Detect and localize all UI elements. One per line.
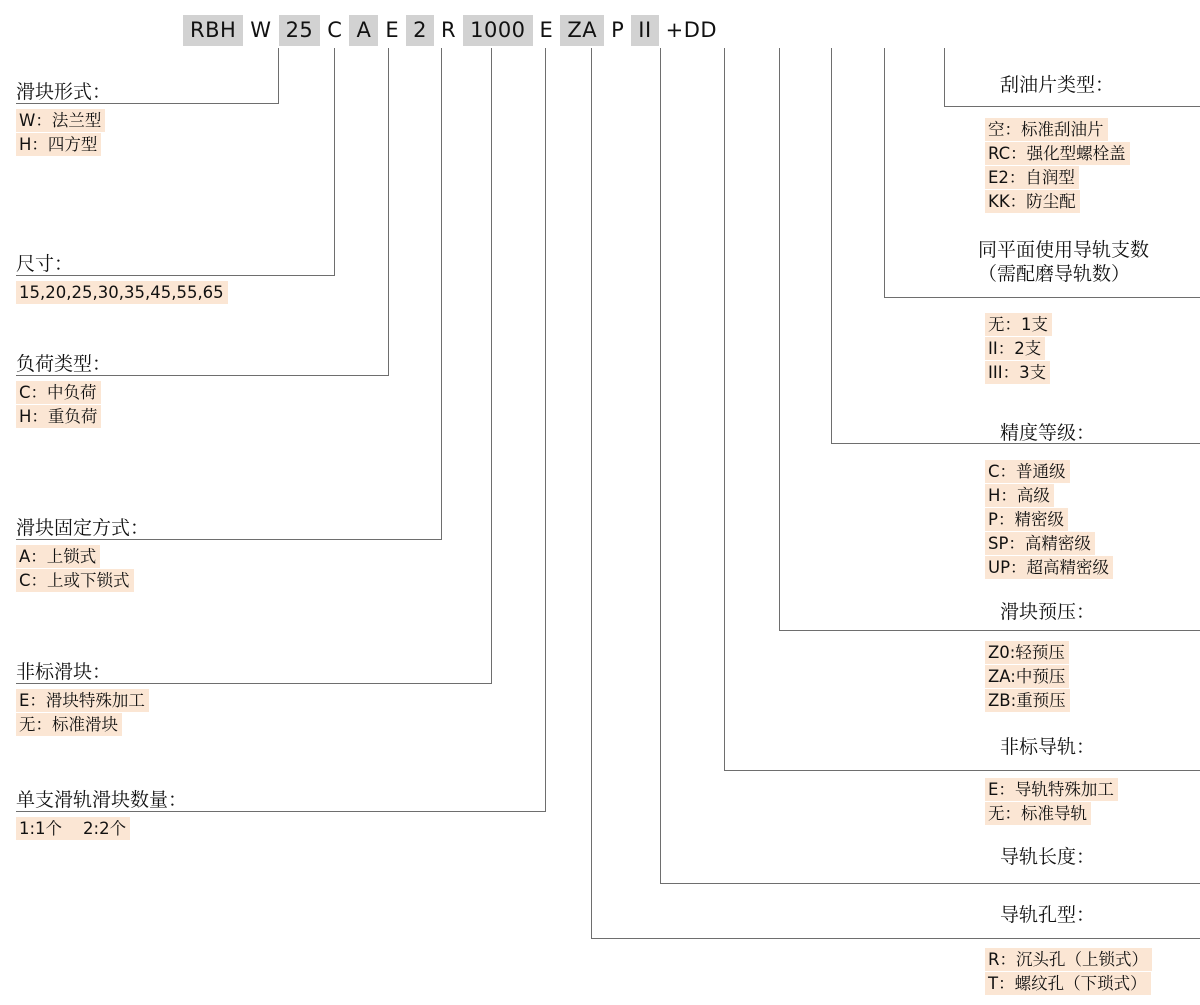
code-segment-7: R (434, 15, 463, 46)
leader-line (278, 48, 279, 104)
group-preload-options (985, 640, 1070, 712)
group-option: H：四方型 (16, 133, 101, 156)
group-option: R：沉头孔（上锁式） (985, 948, 1152, 971)
group-rail-count-options (985, 312, 1052, 384)
group-load-type (16, 352, 111, 428)
group-title: 滑块形式： (16, 81, 112, 103)
group-title: 导轨孔型： (1000, 904, 1096, 926)
group-option: C：上或下锁式 (16, 569, 134, 592)
group-title: 同平面使用导轨支数 （需配磨导轨数） (978, 239, 1150, 285)
group-nonstandard-rail-options (985, 777, 1118, 825)
code-segment-9: E (533, 15, 561, 46)
group-nonstandard-rail (1000, 735, 1095, 759)
group-rail-count (978, 238, 1149, 286)
code-segment-8: 1000 (463, 15, 532, 46)
group-option: ZA:中预压 (985, 665, 1069, 688)
group-option: II：2支 (985, 337, 1045, 360)
leader-line (884, 297, 1200, 298)
group-option: 空：标准刮油片 (985, 118, 1108, 141)
group-option: C：普通级 (985, 460, 1070, 483)
group-title: 负荷类型： (16, 353, 112, 375)
leader-line (831, 48, 832, 444)
group-option: T：螺纹孔（下琐式） (985, 972, 1151, 995)
group-title: 尺寸： (16, 253, 74, 275)
group-option: UP：超高精密级 (985, 556, 1113, 579)
group-option: 无：标准导轨 (985, 802, 1091, 825)
leader-line (884, 48, 885, 298)
group-title: 非标滑块： (16, 661, 112, 683)
group-slider-type (16, 80, 111, 156)
group-option: E2：自润型 (985, 166, 1079, 189)
group-option: KK：防尘配 (985, 190, 1080, 213)
leader-line (591, 48, 592, 939)
group-accuracy-grade (1000, 421, 1095, 445)
leader-line (724, 48, 725, 771)
group-option: 15,20,25,30,35,45,55,65 (16, 281, 228, 304)
group-option: Z0:轻预压 (985, 641, 1069, 664)
code-segment-6: 2 (406, 15, 434, 46)
group-option: C：中负荷 (16, 381, 101, 404)
group-option: SP：高精密级 (985, 532, 1095, 555)
group-wiper-type-options (985, 117, 1130, 213)
leader-line (944, 106, 1200, 107)
code-segment-1: W (243, 15, 278, 46)
code-segment-3: C (320, 15, 349, 46)
group-option: RC：强化型螺栓盖 (985, 142, 1130, 165)
leader-line (545, 48, 546, 812)
group-title: 滑块预压： (1000, 601, 1096, 623)
code-segment-5: E (378, 15, 406, 46)
group-option: 1:1个 2:2个 (16, 817, 130, 840)
code-segment-11: P (604, 15, 631, 46)
group-option: E：滑块特殊加工 (16, 689, 149, 712)
group-option: ZB:重预压 (985, 689, 1070, 712)
leader-line (944, 48, 945, 107)
group-option: III：3支 (985, 361, 1050, 384)
code-segment-2: 25 (279, 15, 321, 46)
group-size (16, 252, 228, 304)
group-nonstandard-slider (16, 660, 149, 736)
leader-line (660, 883, 1200, 884)
group-option: W：法兰型 (16, 109, 105, 132)
group-option: 无：标准滑块 (16, 713, 122, 736)
group-title: 滑块固定方式： (16, 517, 150, 539)
leader-line (388, 48, 389, 376)
leader-line (334, 48, 335, 276)
group-option: P：精密级 (985, 508, 1068, 531)
group-title: 导轨长度： (1000, 846, 1096, 868)
code-segment-4: A (349, 15, 378, 46)
leader-line (779, 630, 1200, 631)
leader-line (441, 48, 442, 540)
group-rail-hole-type-options (985, 947, 1152, 995)
group-rail-hole-type (1000, 903, 1095, 927)
group-title: 刮油片类型： (1000, 74, 1115, 96)
group-slider-count (16, 788, 187, 840)
group-option: E：导轨特殊加工 (985, 778, 1118, 801)
group-option: 无：1支 (985, 313, 1052, 336)
leader-line (779, 48, 780, 631)
leader-line (491, 48, 492, 684)
code-segment-10: ZA (560, 15, 604, 46)
code-segment-0: RBH (183, 15, 243, 46)
group-slider-fixing (16, 516, 149, 592)
group-title: 单支滑轨滑块数量： (16, 789, 188, 811)
leader-line (591, 938, 1200, 939)
group-option: H：高级 (985, 484, 1054, 507)
group-title: 非标导轨： (1000, 736, 1096, 758)
group-option: H：重负荷 (16, 405, 101, 428)
part-number-code (183, 15, 724, 46)
code-segment-12: II (631, 15, 658, 46)
group-preload (1000, 600, 1095, 624)
leader-line (724, 770, 1200, 771)
group-title: 精度等级： (1000, 422, 1096, 444)
group-wiper-type (1000, 73, 1114, 97)
code-segment-13: +DD (659, 15, 724, 46)
group-option: A：上锁式 (16, 545, 100, 568)
group-accuracy-grade-options (985, 459, 1113, 579)
leader-line (660, 48, 661, 884)
group-rail-length (1000, 845, 1095, 869)
